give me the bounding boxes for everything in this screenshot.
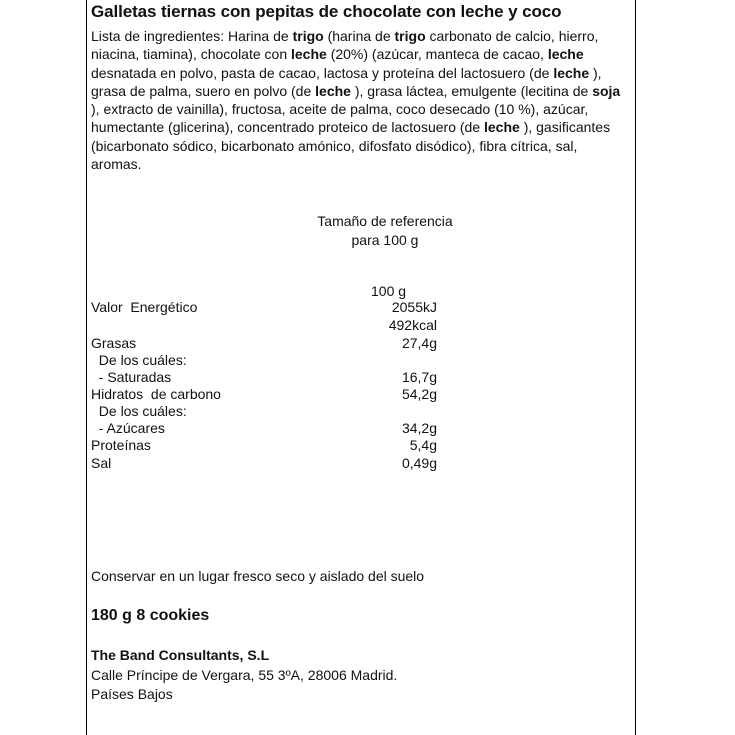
company-name: The Band Consultants, S.L xyxy=(91,647,270,663)
package-size: 180 g 8 cookies xyxy=(91,607,210,624)
nutrient-label: De los cuáles: xyxy=(91,403,187,419)
ingredient-text: ), grasa de palma, suero en polvo (de xyxy=(91,64,602,99)
company-country: Países Bajos xyxy=(91,686,173,702)
storage-instructions: Conservar en un lugar fresco seco y aislado del suelo xyxy=(91,568,425,584)
nutrient-label: Hidratos de carbono xyxy=(91,386,221,402)
nutrient-label: De los cuáles: xyxy=(91,352,187,368)
nutrient-label: Valor Energético xyxy=(91,299,198,315)
allergen-text: soja xyxy=(592,82,621,99)
allergen-text: trigo xyxy=(394,28,426,44)
nutrient-label: - Azúcares xyxy=(91,420,165,436)
product-title: Galletas tiernas con pepitas de chocolate con leche y coco xyxy=(91,2,562,21)
nutrient-value: 16,7g xyxy=(401,369,437,385)
nutrition-column-header: 100 g xyxy=(371,283,407,299)
ingredient-text: ), extracto de vainilla), fructosa, aceite de palma, coco desecado (10 %), azúcar, humectante (glicerina), concentrado proteico de lactosuero (de xyxy=(91,101,589,136)
reference-line-2: para 100 g xyxy=(351,232,419,248)
allergen-text: leche xyxy=(484,119,520,136)
nutrient-label: Proteínas xyxy=(91,437,151,453)
nutrient-value: 492kcal xyxy=(388,317,437,333)
nutrient-label: Grasas xyxy=(91,335,137,351)
nutrient-value: 2055kJ xyxy=(391,299,437,315)
allergen-text: leche xyxy=(291,46,327,63)
ingredients-list xyxy=(91,27,631,173)
allergen-text: trigo xyxy=(292,28,324,44)
ingredient-text: (20%) (azúcar, manteca de cacao, xyxy=(326,46,548,63)
nutrient-value: 34,2g xyxy=(401,420,437,436)
allergen-text: leche xyxy=(547,46,584,63)
ingredient-text: (harina de xyxy=(323,28,395,44)
nutrient-value: 5,4g xyxy=(409,437,437,453)
reference-line-1: Tamaño de referencia xyxy=(317,213,453,229)
allergen-text: leche xyxy=(553,64,590,81)
nutrient-value: 0,49g xyxy=(401,455,437,471)
nutrient-label: Sal xyxy=(91,455,112,471)
company-address: Calle Príncipe de Vergara, 55 3ºA, 28006 Madrid. xyxy=(91,667,398,683)
nutrient-value: 27,4g xyxy=(401,335,437,351)
ingredient-text: ), gasificantes (bicarbonato sódico, bicarbonato amónico, difosfato disódico), fibra cítrica, sal, aromas. xyxy=(91,119,611,173)
ingredient-text: desnatada en polvo, pasta de cacao, lactosa y proteína del lactosuero (de xyxy=(91,64,554,81)
nutrient-value: 54,2g xyxy=(401,386,437,402)
ingredient-text: carbonato de calcio, hierro, niacina, tiamina), chocolate con xyxy=(91,28,599,63)
ingredient-text: Lista de ingredientes: Harina de xyxy=(91,28,293,44)
nutrient-label: - Saturadas xyxy=(91,369,172,385)
allergen-text: leche xyxy=(315,82,351,99)
ingredient-text: ), grasa láctea, emulgente (lecitina de xyxy=(350,82,593,99)
